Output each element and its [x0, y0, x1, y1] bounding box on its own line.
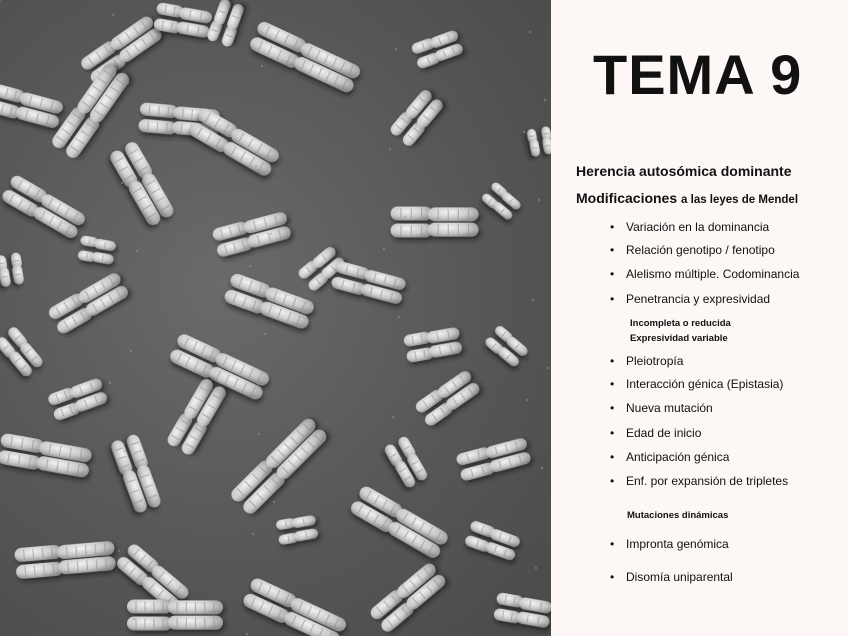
chromosome: [368, 560, 448, 634]
speckle: [261, 65, 263, 67]
chromosome: [414, 368, 482, 428]
chromosome: [391, 207, 479, 238]
penetrance-note: Incompleta o reducida: [630, 318, 731, 329]
bullet-item: [610, 220, 769, 234]
bullet-dot-icon: •: [610, 401, 615, 415]
chromosome: [127, 600, 223, 631]
speckle: [407, 484, 409, 486]
bullet-dot-icon: •: [610, 267, 615, 281]
chromosome: [330, 260, 407, 306]
speckle: [112, 14, 114, 16]
speckle: [538, 199, 540, 201]
speckle: [526, 399, 528, 401]
bullet-item: [610, 474, 788, 488]
bullet-item: [610, 377, 783, 391]
chromosome: [47, 376, 109, 421]
speckle: [0, 0, 1, 1]
chromosome: [0, 433, 93, 480]
chromosome: [108, 140, 177, 228]
speckle: [124, 450, 126, 452]
bullet-text: Interacción génica (Epistasia): [626, 377, 784, 391]
speckle: [523, 131, 525, 133]
heading-modificaciones-small: a las leyes de Mendel: [681, 194, 799, 206]
bullet-dot-icon: •: [610, 537, 615, 551]
speckle: [258, 433, 260, 435]
bullet-item: [610, 401, 713, 415]
bullet-item: [610, 354, 683, 368]
bullet-dot-icon: •: [610, 450, 615, 464]
bullet-item: [610, 243, 775, 257]
speckle: [109, 382, 111, 384]
bullet-item: [610, 292, 770, 306]
chromosome: [110, 433, 164, 515]
speckle: [118, 550, 120, 552]
speckle: [541, 467, 543, 469]
bullet-text: Alelismo múltiple. Codominancia: [626, 267, 800, 281]
chromosome: [187, 106, 282, 179]
bullet-text: Anticipación génica: [626, 450, 730, 464]
speckle: [115, 282, 117, 284]
chromosome: [275, 514, 319, 546]
speckle: [246, 633, 248, 635]
chromosome: [153, 2, 213, 39]
bullet-dot-icon: •: [610, 220, 615, 234]
chromosome: [383, 435, 430, 490]
speckle: [252, 533, 254, 535]
chromosome: [0, 325, 45, 379]
speckle: [535, 567, 537, 569]
chromosome: [410, 28, 464, 69]
chromosome: [47, 270, 131, 336]
heading-herencia: Herencia autosómica dominante: [576, 163, 792, 179]
bullet-item: [610, 570, 733, 584]
bullet-dot-icon: •: [610, 570, 615, 584]
speckle: [121, 182, 123, 184]
chromosome: [77, 235, 117, 266]
bullet-text: Penetrancia y expresividad: [626, 292, 771, 306]
chromosome: [206, 0, 246, 48]
bullet-text: Variación en la dominancia: [626, 220, 770, 234]
chromosome: [165, 376, 229, 457]
chromosome: [0, 252, 25, 288]
bullet-dot-icon: •: [610, 354, 615, 368]
bullet-text: Pleiotropía: [626, 354, 684, 368]
speckle: [255, 165, 257, 167]
speckle: [127, 82, 129, 84]
chromosome: [480, 181, 523, 222]
chromosome: [14, 540, 116, 580]
chromosome: [348, 484, 450, 561]
bullet-dot-icon: •: [610, 474, 615, 488]
bullet-item: [610, 267, 799, 281]
speckle: [267, 601, 269, 603]
slide-title: TEMA 9: [593, 43, 803, 106]
chromosome: [248, 20, 363, 95]
speckle: [136, 250, 138, 252]
speckle: [404, 216, 406, 218]
chromosome: [464, 520, 522, 563]
bullet-dot-icon: •: [610, 292, 615, 306]
bullet-text: Edad de inicio: [626, 426, 702, 440]
chromosome: [455, 436, 532, 482]
speckle: [389, 148, 391, 150]
speckle: [395, 48, 397, 50]
speckle: [386, 516, 388, 518]
chromosome: [229, 415, 330, 516]
speckle: [264, 333, 266, 335]
triplet-note: Mutaciones dinámicas: [627, 510, 729, 521]
chromosome: [211, 210, 292, 258]
bullet-text: Impronta genómica: [626, 537, 729, 551]
chromosome: [241, 576, 348, 636]
bullet-item: [610, 537, 729, 551]
bullet-dot-icon: •: [610, 377, 615, 391]
speckle: [529, 31, 531, 33]
bullet-text: Relación genotipo / fenotipo: [626, 243, 775, 257]
chromosome: [223, 272, 316, 331]
bullet-item: [610, 450, 729, 464]
penetrance-note: Expresividad variable: [630, 333, 728, 344]
speckle: [130, 350, 132, 352]
heading-modificaciones: [576, 190, 798, 206]
bullet-text: Disomía uniparental: [626, 570, 733, 584]
chromosome: [483, 324, 530, 369]
bullet-text: Nueva mutación: [626, 401, 713, 415]
speckle: [547, 367, 549, 369]
chromosome: [0, 173, 87, 241]
speckle: [401, 584, 403, 586]
speckle: [383, 248, 385, 250]
bullet-dot-icon: •: [610, 243, 615, 257]
chromosome: [388, 87, 445, 148]
speckle: [133, 618, 135, 620]
speckle: [398, 316, 400, 318]
speckle: [270, 233, 272, 235]
bullet-dot-icon: •: [610, 426, 615, 440]
bullet-text: Enf. por expansión de tripletes: [626, 474, 789, 488]
speckle: [392, 416, 394, 418]
speckle: [410, 116, 412, 118]
chromosome: [493, 592, 551, 629]
speckle: [273, 501, 275, 503]
speckle: [544, 99, 546, 101]
chromosome: [0, 82, 64, 130]
chromosome: [526, 126, 551, 158]
speckle: [249, 265, 251, 267]
bullet-item: [610, 426, 701, 440]
speckle: [532, 299, 534, 301]
chromosome: [403, 326, 463, 363]
heading-modificaciones-main: Modificaciones: [576, 190, 678, 206]
